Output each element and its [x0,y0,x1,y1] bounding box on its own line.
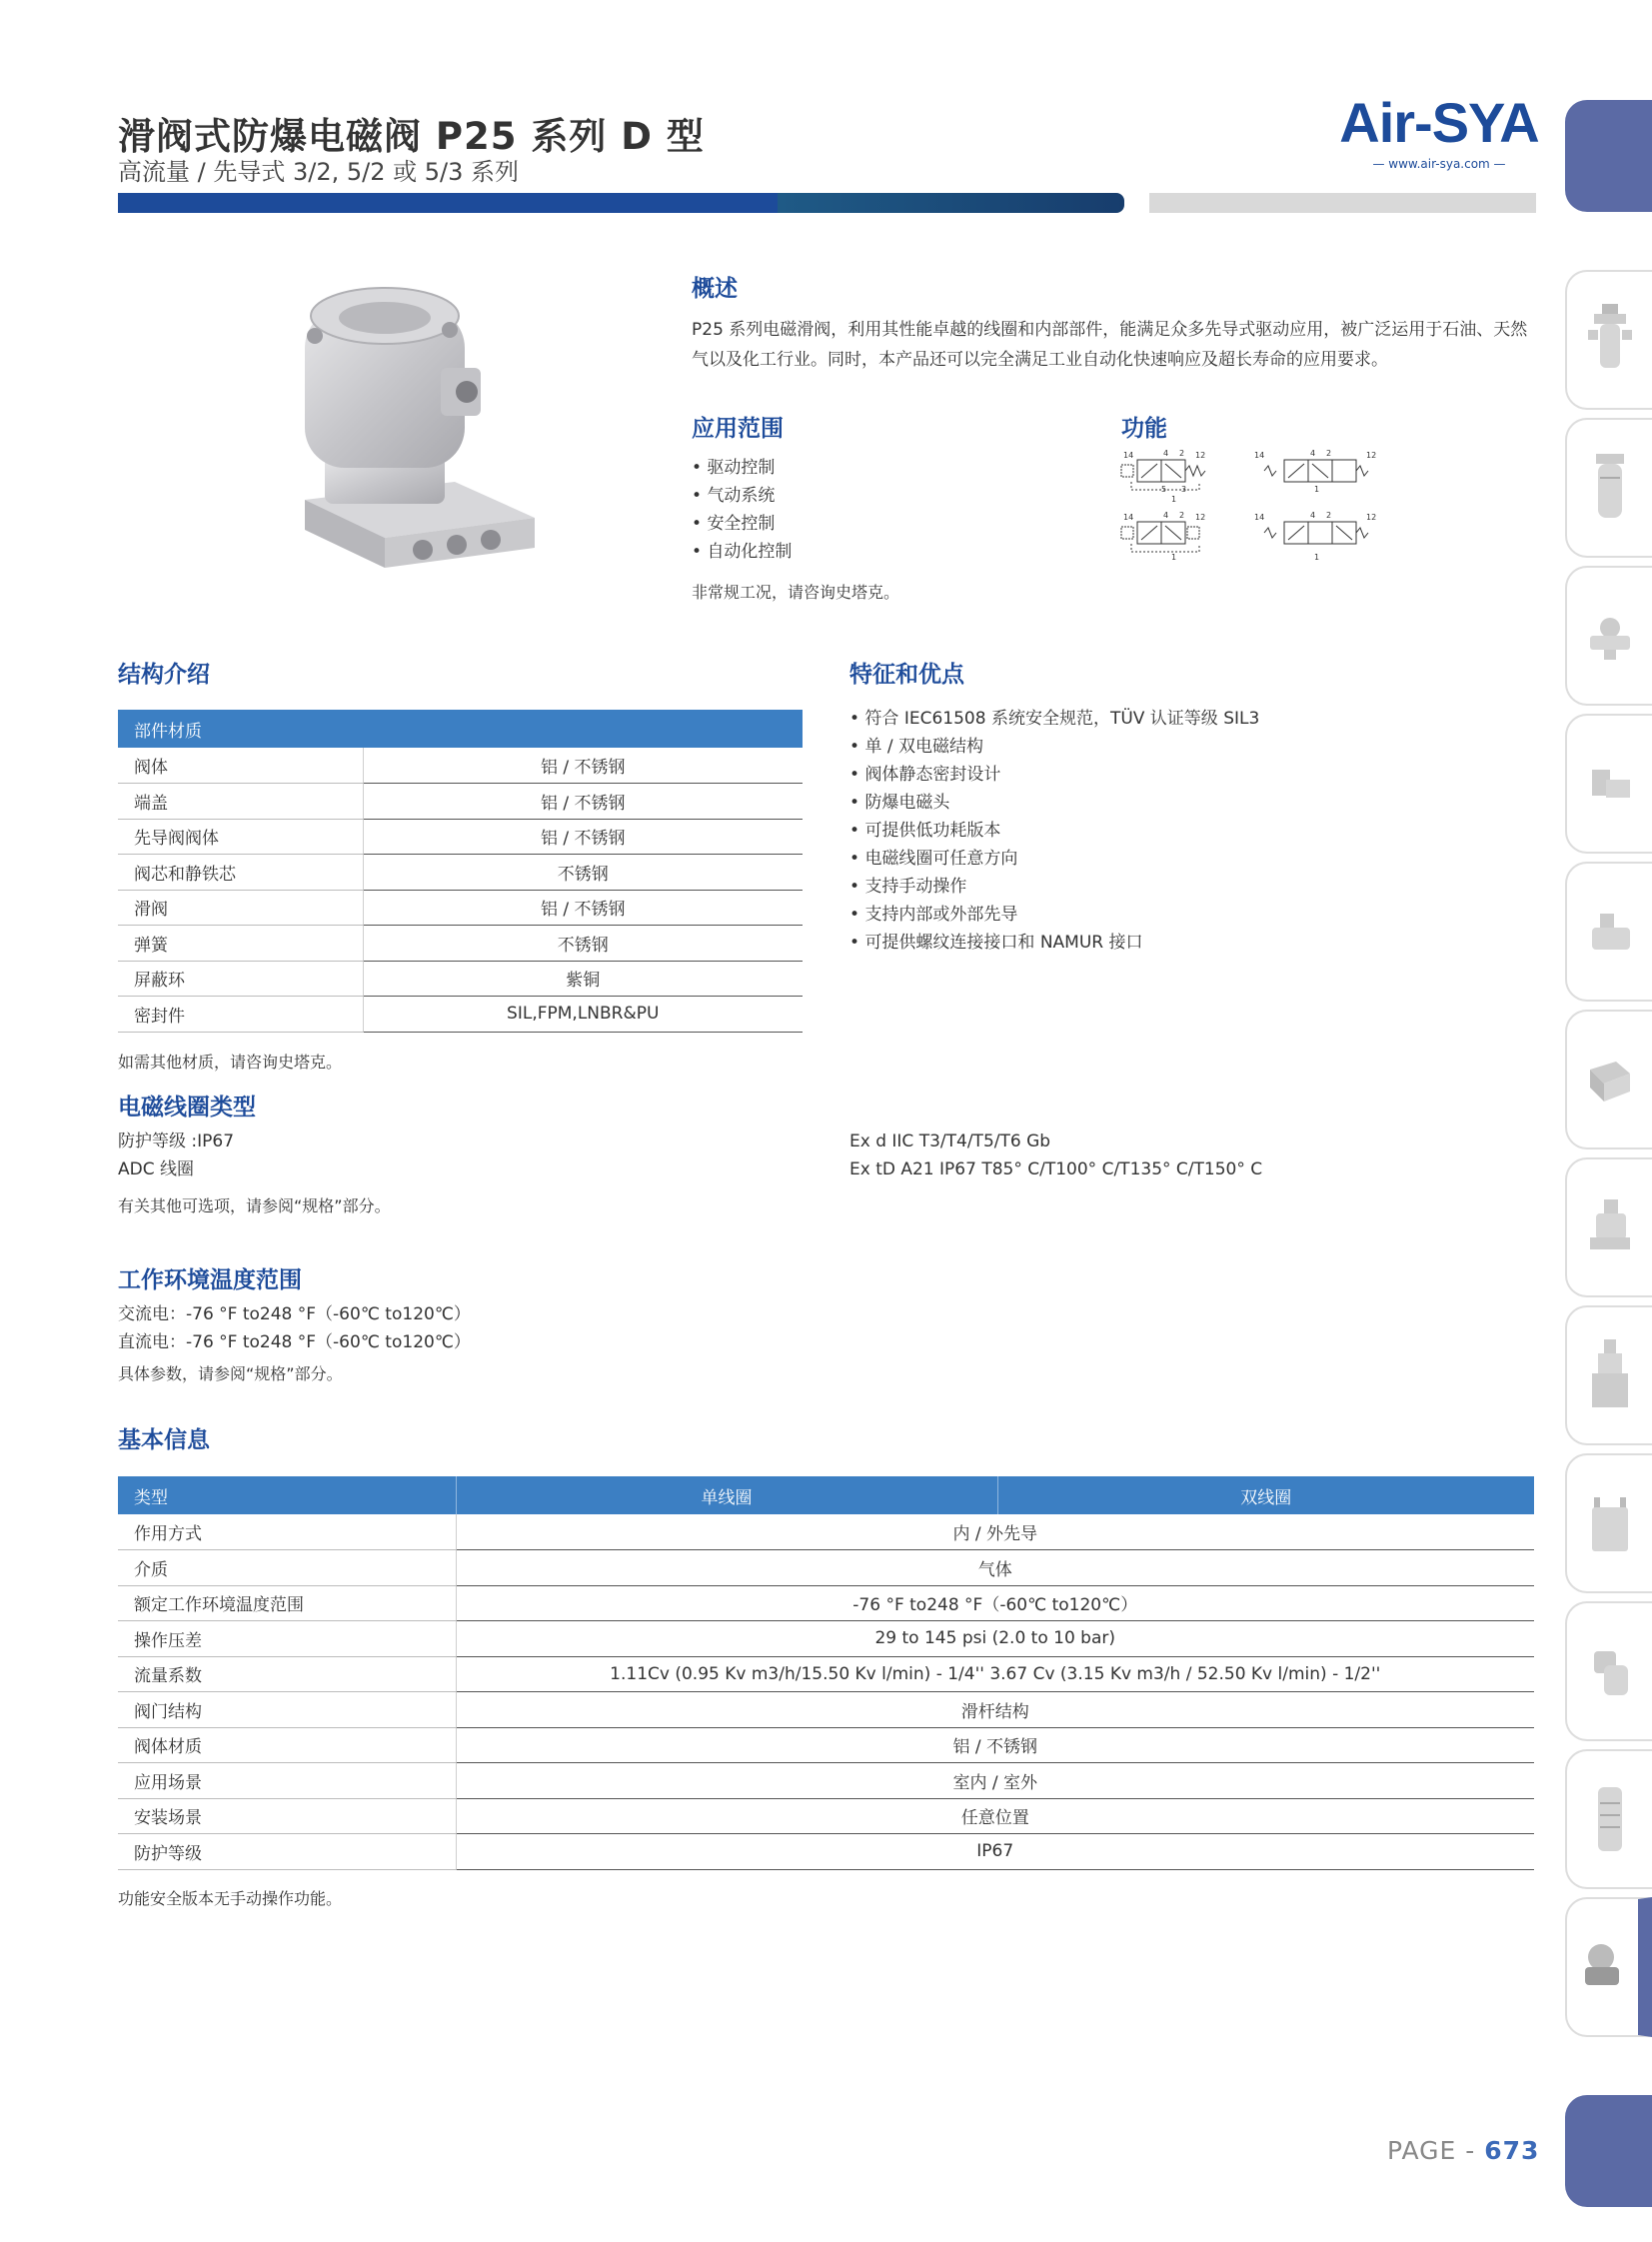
side-tab-booster[interactable] [1565,1305,1652,1445]
table-row: 阀体材质 铝 / 不锈钢 [118,1727,1534,1763]
port-label: 12 [1195,513,1206,522]
side-tab-gauge[interactable] [1565,566,1652,706]
brand-logo-text: Air-SYA [1339,91,1539,154]
functions-heading: 功能 [1121,416,1167,442]
port-label: 1 [1171,553,1177,562]
list-item: • 可提供低功耗版本 [849,817,1259,845]
side-tab-solenoid[interactable] [1565,714,1652,854]
elbow-fitting-icon [1586,1631,1634,1711]
port-label: 3 [1181,485,1187,494]
list-item: • 阀体静态密封设计 [849,761,1259,789]
temperature-ac: 交流电：-76 °F to248 °F（-60℃ to120℃） [118,1304,471,1324]
material-table-header: 部件材质 [118,710,803,748]
pilot-valve-icon [1586,1187,1634,1267]
port-label: 12 [1366,513,1377,522]
limit-switch-box-icon [1586,1040,1634,1120]
header-bar-blue [118,193,778,213]
list-item: • 电磁线圈可任意方向 [849,845,1259,873]
basic-note: 功能安全版本无手动操作功能。 [118,1889,343,1908]
port-label: 4 [1310,511,1316,520]
port-label: 2 [1326,511,1332,520]
port-label: 14 [1123,513,1134,522]
lubricator-icon [1586,448,1634,528]
symbol-5-3-single [1121,511,1205,562]
side-tab-filter[interactable] [1565,270,1652,410]
table-row: 阀体 铝 / 不锈钢 [118,748,803,784]
booster-icon [1586,1335,1634,1415]
header-bar-accent [778,193,1124,213]
table-row: 阀门结构 滑杆结构 [118,1692,1534,1728]
port-label: 12 [1195,451,1206,460]
symbol-5-3-double [1254,511,1376,562]
side-tab-pilot[interactable] [1565,1157,1652,1297]
coil-protection: 防护等级 :IP67 [118,1131,235,1151]
table-row: 弹簧 不锈钢 [118,926,803,962]
coil-ex-rating-1: Ex d IIC T3/T4/T5/T6 Gb [849,1131,1051,1151]
applications-note: 非常规工况，请咨询史塔克。 [692,583,900,602]
side-tab-box[interactable] [1565,1010,1652,1149]
side-tab-elbow[interactable] [1565,1601,1652,1741]
table-row: 密封件 SIL,FPM,LNBR&PU [118,997,803,1033]
side-tab-actuator[interactable] [1565,862,1652,1002]
solenoid-valve-icon [1586,744,1634,824]
coil-heading: 电磁线圈类型 [118,1095,256,1121]
list-item: • 气动系统 [692,482,792,510]
port-label: 12 [1366,451,1377,460]
basic-heading: 基本信息 [118,1427,210,1453]
table-row: 阀芯和静铁芯 不锈钢 [118,855,803,891]
side-tab-top[interactable] [1565,100,1652,212]
list-item: • 安全控制 [692,510,792,538]
side-tab-bottom[interactable] [1565,2095,1652,2207]
port-label: 4 [1310,449,1316,458]
table-row: 先导阀阀体 铝 / 不锈钢 [118,819,803,855]
page-label: PAGE - [1387,2136,1485,2165]
features-list [849,705,1259,957]
overview-heading: 概述 [692,276,738,302]
side-tab-lubricator[interactable] [1565,418,1652,558]
page-title: 滑阀式防爆电磁阀 P25 系列 D 型 [118,115,705,158]
port-label: 4 [1163,449,1169,458]
temperature-heading: 工作环境温度范围 [118,1267,302,1293]
table-row: 操作压差 29 to 145 psi (2.0 to 10 bar) [118,1621,1534,1657]
table-row: 防护等级 IP67 [118,1834,1534,1870]
silencer-icon [1586,1779,1634,1859]
table-row: 屏蔽环 紫铜 [118,961,803,997]
port-label: 14 [1254,513,1265,522]
port-label: 2 [1179,449,1185,458]
valve-function-symbols [1119,446,1409,566]
table-row: 流量系数 1.11Cv (0.95 Kv m3/h/15.50 Kv l/min) - 1/4'' 3.67 Cv (3.15 Kv m3/h / 52.50 Kv l/min) - 1/2'' [118,1656,1534,1692]
list-item: • 单 / 双电磁结构 [849,733,1259,761]
header-bar-gray [1149,193,1536,213]
applications-heading: 应用范围 [692,416,784,442]
port-label: 14 [1123,451,1134,460]
table-row: 端盖 铝 / 不锈钢 [118,784,803,820]
list-item: • 符合 IEC61508 系统安全规范，TÜV 认证等级 SIL3 [849,705,1259,733]
coil-ex-rating-2: Ex tD A21 IP67 T85° C/T100° C/T135° C/T150° C [849,1159,1263,1179]
port-label: 5 [1161,485,1167,494]
list-item: • 支持内部或外部先导 [849,901,1259,929]
gauge-valve-icon [1586,596,1634,676]
table-row: 作用方式 内 / 外先导 [118,1514,1534,1550]
list-item: • 自动化控制 [692,538,792,566]
symbol-5-2-single [1121,449,1205,504]
page-number-value: 673 [1484,2136,1540,2165]
side-tab-silencer[interactable] [1565,1749,1652,1889]
side-tab-current[interactable] [1565,1897,1652,2037]
material-table [118,710,803,1033]
positioner-icon [1586,1483,1634,1563]
list-item: • 可提供螺纹连接接口和 NAMUR 接口 [849,929,1259,957]
symbol-5-2-double [1254,449,1376,494]
table-row: 额定工作环境温度范围 -76 °F to248 °F（-60℃ to120℃） [118,1585,1534,1621]
brand-logo [1339,91,1539,171]
port-label: 2 [1179,511,1185,520]
table-row: 介质 气体 [118,1550,1534,1586]
table-row: 安装场景 任意位置 [118,1798,1534,1834]
list-item: • 防爆电磁头 [849,789,1259,817]
table-row: 滑阀 铝 / 不锈钢 [118,890,803,926]
port-label: 2 [1326,449,1332,458]
port-label: 1 [1314,553,1320,562]
port-label: 1 [1314,485,1320,494]
filter-regulator-icon [1586,300,1634,380]
structure-heading: 结构介绍 [118,662,210,688]
product-image [245,268,545,568]
coil-note: 有关其他可选项，请参阅“规格”部分。 [118,1196,391,1215]
table-row: 应用场景 室内 / 室外 [118,1763,1534,1799]
page-number [1387,2136,1539,2165]
overview-text: P25 系列电磁滑阀，利用其性能卓越的线圈和内部部件，能满足众多先导式驱动应用，被广泛运用于石油、天然气以及化工行业。同时，本产品还可以完全满足工业自动化快速响应及超长寿命的应用要求。 [692,320,1528,370]
port-label: 1 [1171,495,1177,504]
side-tab-positioner[interactable] [1565,1453,1652,1593]
structure-note: 如需其他材质，请咨询史塔克。 [118,1053,343,1072]
explosion-proof-valve-icon [1579,1927,1627,2007]
applications-list [692,454,792,566]
temperature-note: 具体参数，请参阅“规格”部分。 [118,1364,343,1383]
port-label: 14 [1254,451,1265,460]
col-double-header: 双线圈 [997,1476,1534,1514]
basic-info-table [118,1476,1534,1870]
col-type-header: 类型 [118,1476,456,1514]
brand-url: — www.air-sya.com — [1372,157,1506,171]
coil-type: ADC 线圈 [118,1159,194,1179]
temperature-dc: 直流电：-76 °F to248 °F（-60℃ to120℃） [118,1332,471,1352]
features-heading: 特征和优点 [849,662,964,688]
col-single-header: 单线圈 [456,1476,997,1514]
list-item: • 驱动控制 [692,454,792,482]
page-subtitle: 高流量 / 先导式 3/2, 5/2 或 5/3 系列 [118,158,519,186]
list-item: • 支持手动操作 [849,873,1259,901]
port-label: 4 [1163,511,1169,520]
actuator-icon [1586,892,1634,972]
